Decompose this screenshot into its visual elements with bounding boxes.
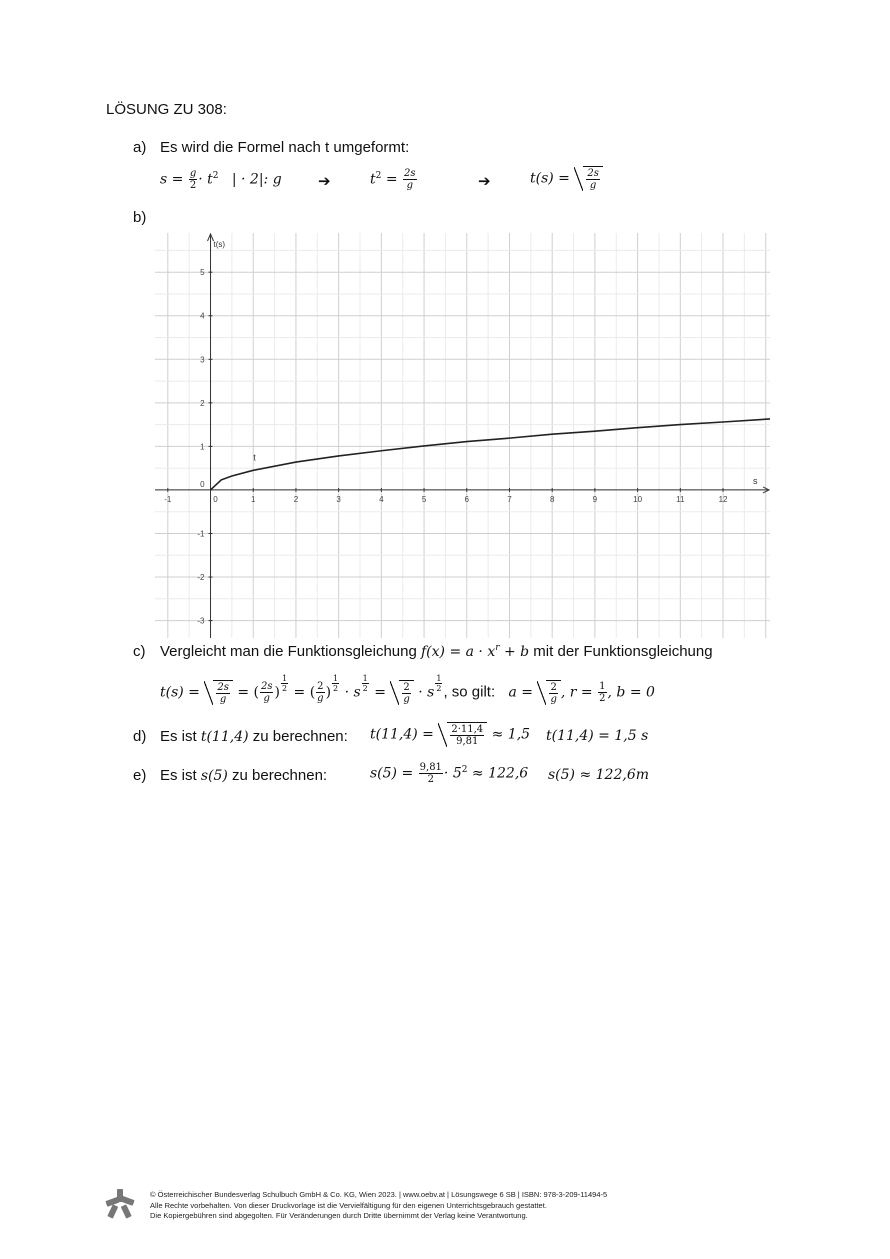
formula-a3: t(s) = $\frac{2s}{g}$ xyxy=(530,166,603,191)
x-tick-label: -1 xyxy=(164,494,172,504)
formula-a1: s = $\frac{g}{2}$ · $t^2$ | · 2|: g xyxy=(160,168,282,191)
y-tick-label: 1 xyxy=(200,442,205,452)
publisher-logo-icon xyxy=(104,1188,136,1220)
formula-a2: $t^2$ = $\frac{2s}{g}$ xyxy=(370,168,416,191)
y-tick-label: 5 xyxy=(200,268,205,278)
item-label-e: e) xyxy=(133,767,147,784)
x-tick-label: 11 xyxy=(676,494,685,504)
y-tick-label: 2 xyxy=(200,398,205,408)
x-tick-label: 1 xyxy=(251,494,256,504)
footer-copyright: © Österreichischer Bundesverlag Schulbuch GmbH & Co. KG, Wien 2023. | www.oebv.at | Lösungswege 6 SB | ISBN: 978-3-209-11494-5 xyxy=(150,1190,608,1199)
arrow-right-icon: ➔ xyxy=(478,173,491,190)
x-tick-label: 4 xyxy=(379,494,384,504)
x-tick-label: 6 xyxy=(464,494,469,504)
page-title: LÖSUNG ZU 308: xyxy=(106,101,227,118)
series-t-line xyxy=(211,419,770,490)
result-e: s(5) ≈ 122,6m xyxy=(548,767,650,783)
item-a-text: Es wird die Formel nach t umgeformt: xyxy=(160,139,410,156)
item-e-text: Es ist s(5) zu berechnen: xyxy=(160,767,328,784)
footer xyxy=(150,1190,607,1222)
x-tick-label: 0 xyxy=(213,494,218,504)
formula-d: t(11,4) = $\frac{2\cdot 11,4}{9,81}$ ≈ 1,5 xyxy=(370,724,531,747)
item-label-c: c) xyxy=(133,643,146,660)
footer-rights: Alle Rechte vorbehalten. Von dieser Druckvorlage ist die Vervielfältigung für den eigenen Unterrichtsgebrauch gestattet. xyxy=(150,1200,547,1210)
y-tick-label: 4 xyxy=(200,311,205,321)
grid xyxy=(155,233,770,638)
x-tick-label: 12 xyxy=(718,494,728,504)
y-axis-label: t(s) xyxy=(213,240,226,249)
arrow-right-icon: ➔ xyxy=(318,173,331,190)
footer-disclaimer: Die Kopiergebühren sind abgegolten. Für Veränderungen durch Dritte übernimmt der Verlag keine Verantwortung. xyxy=(150,1211,528,1220)
y-tick-label: 3 xyxy=(200,355,205,365)
tick-labels xyxy=(164,268,728,625)
origin-label: 0 xyxy=(200,479,205,489)
x-tick-label: 9 xyxy=(592,494,598,504)
item-d-text: Es ist t(11,4) zu berechnen: xyxy=(160,728,348,745)
function-graph xyxy=(155,233,770,638)
x-tick-label: 3 xyxy=(336,494,341,504)
y-tick-label: -1 xyxy=(197,529,205,539)
item-label-d: d) xyxy=(133,728,147,745)
formula-e: s(5) = $\frac{9,81}{2}$ · $5^2 \approx 122,6$ xyxy=(370,762,529,785)
item-label-b: b) xyxy=(133,209,147,226)
x-tick-label: 8 xyxy=(549,494,555,504)
item-c-text: Vergleicht man die Funktionsgleichung $f(x) = a \cdot x^r + b$ mit der Funktionsgleichung xyxy=(160,643,713,660)
x-tick-label: 10 xyxy=(633,494,643,504)
formula-c: t(s) = $\frac{2s}{g}$ = ( $\frac{2s}{g}$ ) $\frac{1}{2}$ = ( $\frac{2}{g}$ ) $\frac{1}{2}$ · s $\frac{1}{2}$ = $\frac{2}{g}$ · s $\frac{1}{2}$ , so gilt: a = $\frac{2}{g}$ , r = $\frac{1}{2}$ , b = 0 xyxy=(160,674,655,706)
item-label-a: a) xyxy=(133,139,147,156)
y-tick-label: -3 xyxy=(197,616,205,626)
x-tick-label: 7 xyxy=(507,494,512,504)
x-axis-label: s xyxy=(753,475,758,486)
curve-label: t xyxy=(253,452,256,463)
result-d: t(11,4) = 1,5 s xyxy=(546,728,649,744)
x-tick-label: 2 xyxy=(293,494,299,504)
y-tick-label: -2 xyxy=(197,573,205,583)
x-tick-label: 5 xyxy=(421,494,427,504)
